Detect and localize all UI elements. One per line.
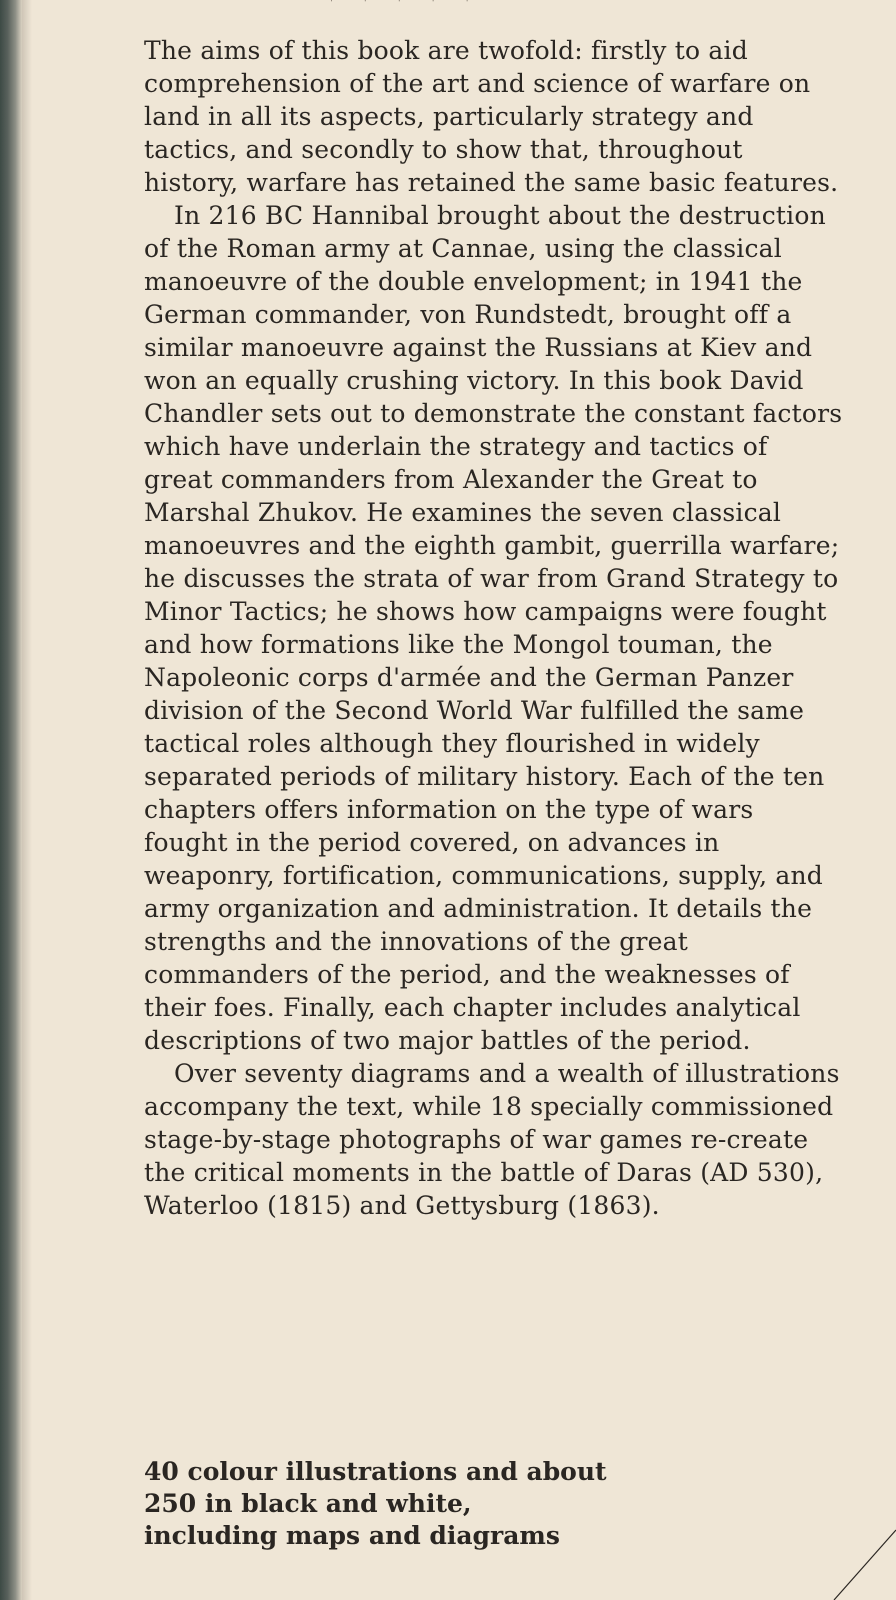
top-edge-marks: ' ' ' ' '	[330, 0, 483, 9]
corner-fold-line	[816, 1500, 896, 1600]
blurb-paragraph-1: The aims of this book are twofold: firstly to aid comprehension of the art and science of warfare on land in all its aspects, particularly strategy and tactics, and secondly to show that, throughout history, warfare has retained the same basic features.	[144, 36, 839, 197]
blurb-text	[144, 34, 844, 1222]
blurb-paragraph-2: In 216 BC Hannibal brought about the destruction of the Roman army at Cannae, using the classical manoeuvre of the double envelopment; in 1941 the German commander, von Rundstedt, brought off a similar manoeuvre against the Russians at Kiev and won an equally crushing victory. In this book David Chandler sets out to demonstrate the constant factors which have underlain the strategy and tactics of great commanders from Alexander the Great to Marshal Zhukov. He examines the seven classical manoeuvres and the eighth gambit, guerrilla warfare; he discusses the strata of war from Grand Strategy to Minor Tactics; he shows how campaigns were fought and how formations like the Mongol touman, the Napoleonic corps d'armée and the German Panzer division of the Second World War fulfilled the same tactical roles although they flourished in widely separated periods of military history. Each of the ten chapters offers information on the type of wars fought in the period covered, on advances in weaponry, fortification, communications, supply, and army organization and administration. It details the strengths and the innovations of the great commanders of the period, and the weaknesses of their foes. Finally, each chapter includes analytical descriptions of two major battles of the period.	[144, 201, 843, 1055]
illustrations-note-line-2: 250 in black and white,	[144, 1489, 472, 1518]
spine-shadow	[22, 0, 32, 1600]
illustrations-note	[144, 1456, 704, 1552]
book-spine-edge	[0, 0, 22, 1600]
blurb-paragraph-3: Over seventy diagrams and a wealth of illustrations accompany the text, while 18 specially commissioned stage-by-stage photographs of war games re-create the critical moments in the battle of Daras (AD 530), Waterloo (1815) and Gettysburg (1863).	[144, 1059, 840, 1220]
illustrations-note-line-3: including maps and diagrams	[144, 1521, 560, 1550]
illustrations-note-line-1: 40 colour illustrations and about	[144, 1457, 607, 1486]
